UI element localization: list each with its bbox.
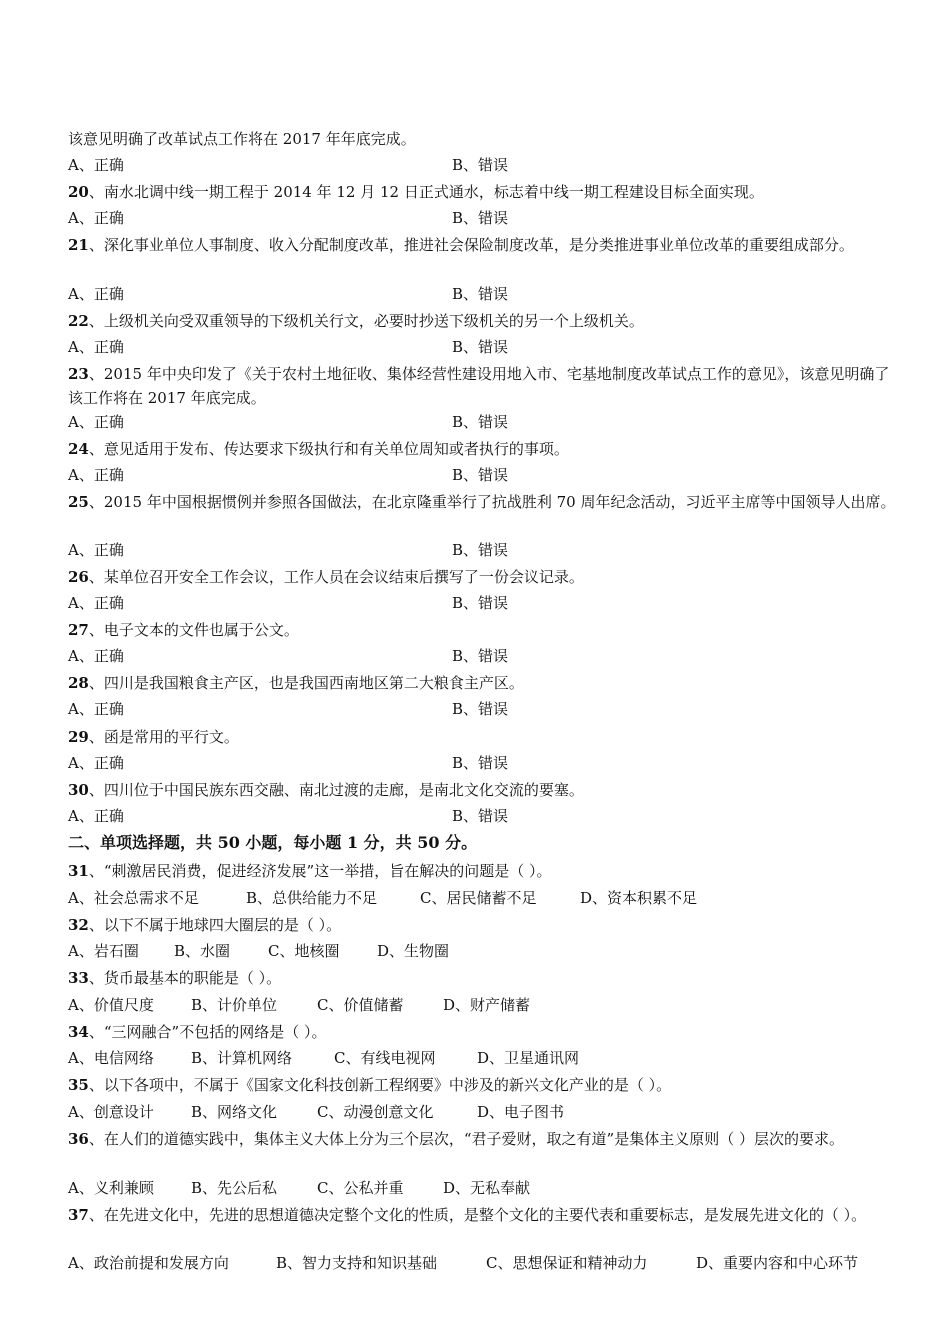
answer-options [68,205,898,231]
question-32 [68,912,898,938]
answer-options [68,462,898,488]
question-35 [68,1072,898,1098]
answer-options [68,334,898,360]
question-text: 、电子文本的文件也属于公文。 [88,621,299,639]
question-number: 33 [68,969,89,987]
question-number: 31 [68,862,89,880]
choice-options [68,938,908,964]
question-number: 36 [68,1130,89,1148]
question-text: 、南水北调中线一期工程于 2014 年 12 月 12 日正式通水，标志着中线一期工程建设目标全面实现。 [88,183,764,201]
option-b[interactable]: B、错误 [452,594,509,612]
question-number: 26 [68,568,89,586]
option-a[interactable]: A、正确 [68,807,124,825]
option-d[interactable]: D、财产储蓄 [443,996,531,1014]
choice-options [68,1045,908,1071]
question-number: 29 [68,728,89,746]
question-number: 25 [68,493,89,511]
answer-options [68,590,898,616]
option-a[interactable]: A、岩石圈 [68,942,139,960]
question-number: 34 [68,1023,89,1041]
question-number: 28 [68,674,89,692]
option-a[interactable]: A、正确 [68,156,124,174]
option-a[interactable]: A、正确 [68,413,124,431]
option-c[interactable]: C、公私并重 [317,1179,404,1197]
option-a[interactable]: A、社会总需求不足 [68,889,199,907]
answer-options [68,537,898,563]
question-text: 、在先进文化中，先进的思想道德决定整个文化的性质，是整个文化的主要代表和重要标志，是发展先进文化的（ ）。 [88,1206,867,1224]
question-text: 、“三网融合”不包括的网络是（ ）。 [88,1023,327,1041]
question-number: 27 [68,621,89,639]
choice-options [68,885,908,911]
question-34 [68,1019,898,1045]
option-a[interactable]: A、政治前提和发展方向 [68,1254,229,1272]
option-a[interactable]: A、正确 [68,594,124,612]
option-b[interactable]: B、错误 [452,285,509,303]
option-c[interactable]: C、动漫创意文化 [317,1103,434,1121]
option-b[interactable]: B、错误 [452,156,509,174]
option-b[interactable]: B、先公后私 [191,1179,278,1197]
option-d[interactable]: D、卫星通讯网 [477,1049,580,1067]
option-b[interactable]: B、智力支持和知识基础 [276,1254,438,1272]
question-22 [68,308,898,334]
question-text: 、以下各项中，不属于《国家文化科技创新工程纲要》中涉及的新兴文化产业的是（ ）。 [88,1076,672,1094]
question-20 [68,179,898,205]
answer-options [68,803,898,829]
option-c[interactable]: C、思想保证和精神动力 [486,1254,648,1272]
option-a[interactable]: A、正确 [68,285,124,303]
question-number: 22 [68,312,89,330]
option-b[interactable]: B、错误 [452,647,509,665]
question-30 [68,777,898,803]
option-b[interactable]: B、错误 [452,700,509,718]
option-a[interactable]: A、创意设计 [68,1103,154,1121]
question-text: 、2015 年中央印发了《关于农村土地征收、集体经营性建设用地入市、宅基地制度改革试点工作的意见》，该意见明确了该工作将在 2017 年底完成。 [68,365,890,407]
question-text: 、意见适用于发布、传达要求下级执行和有关单位周知或者执行的事项。 [88,440,569,458]
option-a[interactable]: A、正确 [68,541,124,559]
option-b[interactable]: B、计价单位 [191,996,278,1014]
option-b[interactable]: B、错误 [452,754,509,772]
answer-options [68,696,898,722]
option-d[interactable]: D、电子图书 [477,1103,565,1121]
option-b[interactable]: B、错误 [452,209,509,227]
section-heading: 二、单项选择题，共 50 小题，每小题 1 分，共 50 分。 [68,833,478,852]
question-number: 24 [68,440,89,458]
answer-options [68,409,898,435]
option-a[interactable]: A、正确 [68,754,124,772]
option-d[interactable]: D、生物圈 [377,942,450,960]
question-text: 、“刺激居民消费，促进经济发展”这一举措，旨在解决的问题是（ ）。 [88,862,552,880]
question-number: 35 [68,1076,89,1094]
option-b[interactable]: B、错误 [452,413,509,431]
question-text: 、四川是我国粮食主产区，也是我国西南地区第二大粮食主产区。 [88,674,524,692]
question-text: 、深化事业单位人事制度、收入分配制度改革，推进社会保险制度改革，是分类推进事业单位改革的重要组成部分。 [88,236,854,254]
option-c[interactable]: C、价值储蓄 [317,996,404,1014]
choice-options [68,1250,908,1276]
choice-options [68,1175,908,1201]
question-29 [68,724,898,750]
question-text: 、某单位召开安全工作会议，工作人员在会议结束后撰写了一份会议记录。 [88,568,584,586]
option-a[interactable]: A、义利兼顾 [68,1179,154,1197]
choice-options [68,992,908,1018]
answer-options [68,152,898,178]
question-23 [68,362,898,410]
option-a[interactable]: A、正确 [68,209,124,227]
question-37 [68,1203,898,1227]
option-d[interactable]: D、资本积累不足 [580,889,698,907]
option-b[interactable]: B、错误 [452,338,509,356]
option-b[interactable]: B、错误 [452,541,509,559]
continued-question-text: 该意见明确了改革试点工作将在 2017 年年底完成。 [68,130,416,148]
option-c[interactable]: C、地核圈 [268,942,340,960]
question-26 [68,564,898,590]
option-b[interactable]: B、错误 [452,807,509,825]
question-text: 、四川位于中国民族东西交融、南北过渡的走廊，是南北文化交流的要塞。 [88,781,584,799]
question-21 [68,233,898,257]
question-number: 32 [68,916,89,934]
option-b[interactable]: B、总供给能力不足 [246,889,378,907]
question-28 [68,670,898,696]
answer-options [68,643,898,669]
question-36 [68,1127,898,1151]
question-number: 23 [68,365,89,383]
question-33 [68,965,898,991]
option-b[interactable]: B、计算机网络 [191,1049,293,1067]
option-b[interactable]: B、水圈 [174,942,231,960]
option-a[interactable]: A、正确 [68,466,124,484]
question-number: 37 [68,1206,89,1224]
option-a[interactable]: A、价值尺度 [68,996,154,1014]
question-number: 21 [68,236,89,254]
option-b[interactable]: B、错误 [452,466,509,484]
question-text: 、货币最基本的职能是（ ）。 [88,969,282,987]
question-text: 、上级机关向受双重领导的下级机关行文，必要时抄送下级机关的另一个上级机关。 [88,312,644,330]
question-24 [68,436,898,462]
question-text: 、以下不属于地球四大圈层的是（ ）。 [88,916,342,934]
question-27 [68,617,898,643]
question-text: 、2015 年中国根据惯例并参照各国做法，在北京隆重举行了抗战胜利 70 周年纪念活动，习近平主席等中国领导人出席。 [88,493,896,511]
question-text: 、在人们的道德实践中，集体主义大体上分为三个层次，“君子爱财，取之有道”是集体主义原则（ ）层次的要求。 [88,1130,844,1148]
question-number: 30 [68,781,89,799]
option-a[interactable]: A、正确 [68,647,124,665]
answer-options [68,750,898,776]
option-d[interactable]: D、无私奉献 [443,1179,531,1197]
choice-options [68,1099,908,1125]
question-31 [68,858,898,884]
option-a[interactable]: A、电信网络 [68,1049,154,1067]
option-c[interactable]: C、居民储蓄不足 [420,889,537,907]
question-text: 、函是常用的平行文。 [88,728,239,746]
question-25 [68,490,898,514]
question-number: 20 [68,183,89,201]
option-d[interactable]: D、重要内容和中心环节 [696,1254,859,1272]
answer-options [68,281,898,307]
option-b[interactable]: B、网络文化 [191,1103,278,1121]
option-a[interactable]: A、正确 [68,700,124,718]
option-c[interactable]: C、有线电视网 [334,1049,436,1067]
option-a[interactable]: A、正确 [68,338,124,356]
